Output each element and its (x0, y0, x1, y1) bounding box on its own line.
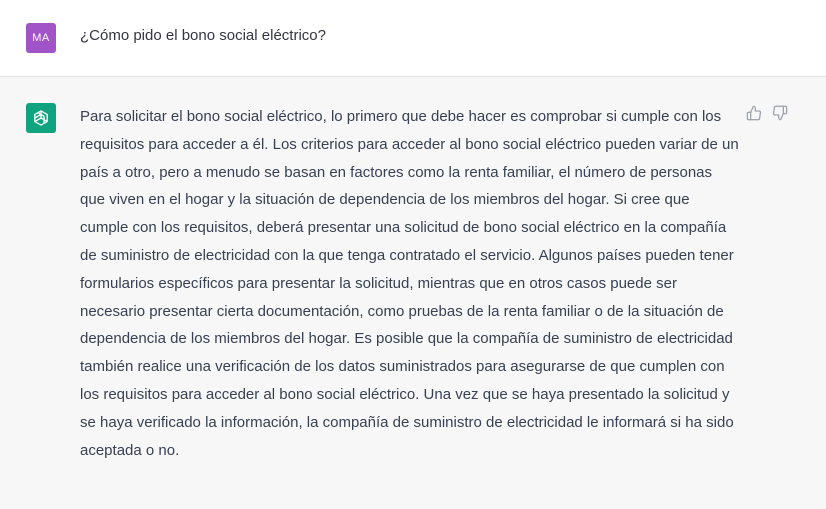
like-button[interactable] (744, 103, 764, 123)
thumbs-down-icon (772, 105, 788, 121)
user-avatar (26, 23, 56, 53)
assistant-message-row (0, 77, 826, 509)
feedback-buttons (744, 103, 790, 123)
openai-logo-icon (31, 108, 51, 128)
thumbs-up-icon (746, 105, 762, 121)
user-message-row (0, 0, 826, 77)
assistant-avatar (26, 103, 56, 133)
dislike-button[interactable] (770, 103, 790, 123)
user-message-text: ¿Cómo pido el bono social eléctrico? (80, 27, 326, 44)
assistant-message-text: Para solicitar el bono social eléctrico, lo primero que debe hacer es comprobar si cumple con los requisitos para acceder a él. Los criterios para acceder al bono social eléctrico pueden variar de un país a otro, pero a menudo se basan en factores como la renta familiar, el número de personas que viven en el hogar y la situación de dependencia de los miembros del hogar. Si cree que cumple con los requisitos, deberá presentar una solicitud de bono social eléctrico en la compañía de suministro de electricidad con la que tenga contratado el servicio. Algunos países pueden tener formularios específicos para presentar la solicitud, mientras que en otros casos puede ser necesario presentar cierta documentación, como pruebas de la renta familiar o de la situación de dependencia de los miembros del hogar. Es posible que la compañía de suministro de electricidad también realice una verificación de los datos suministrados para asegurarse de que cumplen con los requisitos para acceder al bono social eléctrico. Una vez que se haya presentado la solicitud y se haya verificado la información, la compañía de suministro de electricidad le informará si ha sido aceptada o no. (80, 108, 739, 459)
user-avatar-initials: MA (32, 32, 50, 44)
